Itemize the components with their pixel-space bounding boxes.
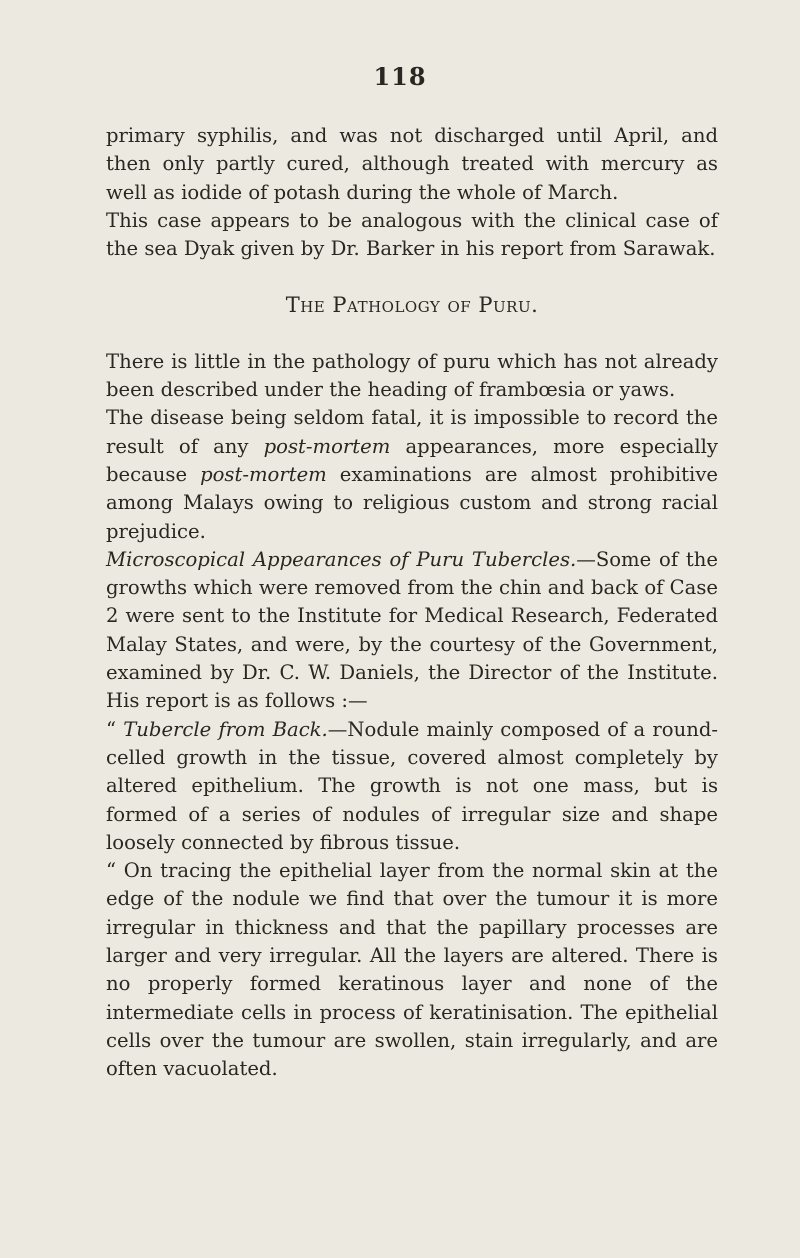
subsection-title-tubercle: Tubercle from Back. bbox=[123, 717, 328, 741]
p6-body: —Nodule mainly composed of a round-celled growth in the tissue, covered almost completely by altered epithelium. The growth is not one mass, but is formed of a series of nodules of irregular size and shape loosely connected by fibrous tissue. bbox=[106, 717, 718, 854]
section-heading: The Pathology of Puru. bbox=[285, 293, 539, 318]
paragraph-5 bbox=[106, 546, 718, 716]
paragraph-2: This case appears to be analogous with the clinical case of the sea Dyak given by Dr. Barker in his report from Sarawak. bbox=[106, 208, 718, 261]
p4-italic-post-mortem-1: post-mortem bbox=[263, 434, 391, 458]
paragraph-3: There is little in the pathology of puru which has not already been described under the heading of frambœsia or yaws. bbox=[106, 349, 718, 402]
p4-italic-post-mortem-2: post-mortem bbox=[200, 462, 327, 486]
p5-body: —Some of the growths which were removed from the chin and back of Case 2 were sent to the Institute for Medical Research, Federated Malay States, and were, by the courtesy of the Government, examined by Dr. C. W. Daniels, the Director of the Institute. His report is as follows :— bbox=[106, 547, 718, 713]
paragraph-4 bbox=[106, 404, 718, 545]
body-text bbox=[106, 122, 718, 1084]
p6-open-quote: “ bbox=[106, 717, 124, 741]
paragraph-1: primary syphilis, and was not discharged until April, and then only partly cured, although treated with mercury as well as iodide of potash during the whole of March. bbox=[106, 124, 718, 204]
p4-text-c: appearances, more especially because bbox=[106, 434, 718, 486]
paragraph-6 bbox=[106, 716, 718, 857]
p4-text-e: examinations are almost prohibitive among Malays owing to religious custom and strong racial prejudice. bbox=[106, 462, 718, 543]
page-number: 118 bbox=[373, 62, 427, 91]
p4-text-a: The disease being seldom fatal, it is impossible to record the result of any bbox=[106, 406, 718, 458]
subsection-title-microscopical: Microscopical Appearances of Puru Tubercles. bbox=[106, 547, 577, 571]
paragraph-7: “ On tracing the epithelial layer from the normal skin at the edge of the nodule we find that over the tumour it is more irregular in thickness and that the papillary processes are larger and very irregular. All the layers are altered. There is no properly formed keratinous layer and none of the intermediate cells in process of keratinisation. The epithelial cells over the tumour are swollen, stain irregularly, and are often vacuolated. bbox=[106, 859, 718, 1081]
